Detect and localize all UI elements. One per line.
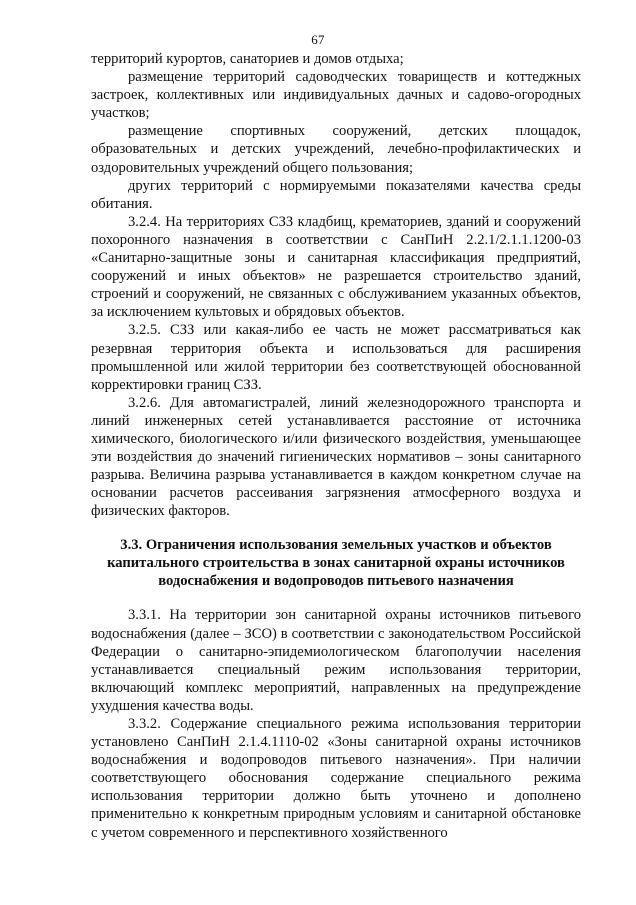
page-number: 67 (311, 32, 325, 47)
paragraph-sports-facilities: размещение спортивных сооружений, детских площадок, образовательных и детских учреждений, лечебно-профилактических и оздоровительных учреждений общего пользования; (91, 123, 581, 176)
paragraph-resorts: территорий курортов, санаториев и домов отдыха; (91, 51, 404, 67)
paragraph-3-2-6: 3.2.6. Для автомагистралей, линий железнодорожного транспорта и линий инженерных сетей устанавливается расстояние от источника химического, биологического и/или физического воздействия, уменьшающее эти воздействия до значений гигиенических нормативов – зоны санитарного разрыва. Величина разрыва устанавливается в каждом конкретном случае на основании расчетов рассеивания загрязнения атмосферного воздуха и физических факторов. (91, 394, 581, 520)
section-heading-3-3: 3.3. Ограничения использования земельных участков и объектов капитального строительства в зонах санитарной охраны источников водоснабжения и водопроводов питьевого назначения (107, 537, 565, 590)
paragraph-3-3-1: 3.3.1. На территории зон санитарной охраны источников питьевого водоснабжения (далее – ЗСО) в соответствии с законодательством Российской Федерации о санитарно-эпидемиологическом благополучии населения устанавливается специальный режим использования территории, включающий комплекс мероприятий, направленных на предупреждение ухудшения качества воды. (91, 607, 581, 714)
paragraph-garden-territories: размещение территорий садоводческих товариществ и коттеджных застроек, коллективных или индивидуальных дачных и садово-огородных участков; (91, 69, 581, 122)
paragraph-3-2-5: 3.2.5. СЗЗ или какая-либо ее часть не может рассматриваться как резервная территория объекта и использоваться для расширения промышленной или жилой территории без соответствующей обоснованной корректировки границ СЗЗ. (91, 322, 581, 393)
document-body (91, 50, 581, 842)
paragraph-other-territories: других территорий с нормируемыми показателями качества среды обитания. (91, 177, 581, 212)
paragraph-3-2-4: 3.2.4. На территориях СЗЗ кладбищ, крематориев, зданий и сооружений похоронного назначения в соответствии с СанПиН 2.2.1/2.1.1.1200-03 «Санитарно-защитные зоны и санитарная классификация предприятий, сооружений и иных объектов» не разрешается строительство зданий, строений и сооружений, не связанных с обслуживанием указанных объектов, за исключением культовых и обрядовых объектов. (91, 213, 581, 321)
paragraph-3-3-2: 3.3.2. Содержание специального режима использования территории установлено СанПиН 2.1.4.1110-02 «Зоны санитарной охраны источников водоснабжения и водопроводов питьевого назначения». При наличии соответствующего обоснования содержание специального режима использования территории должно быть уточнено и дополнено применительно к конкретным природным условиям и санитарной обстановке с учетом современного и перспективного хозяйственного (91, 716, 581, 841)
